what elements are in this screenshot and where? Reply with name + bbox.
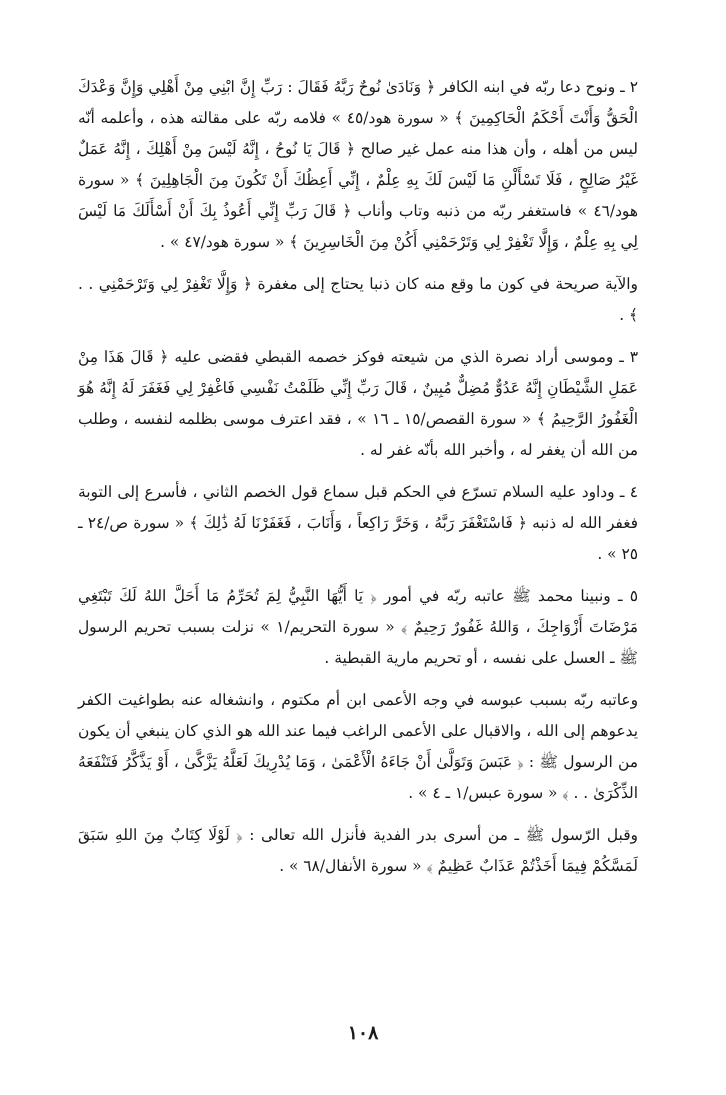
paragraph-abasa: وعاتبه ربّه بسبب عبوسه في وجه الأعمى ابن أم مكتوم ، وانشغاله عنه بطواغيت الكفر يدعوهم إلى الله ، والاقبال على الأعمى الراغب فيما عند الله هو الذي كان ينبغي أن يكون من الرسول ﷺ : ﴿ عَبَسَ وَتَوَلَّىٰ أَنْ جَاءَهُ الْأَعْمَىٰ ، وَمَا يُدْرِيكَ لَعَلَّهُ يَزَّكَّىٰ ، أَوْ يَذَّكَّرُ فَتَنْفَعَهُ الذِّكْرَىٰ . . ﴾ « سورة عبس/١ ـ ٤ » .: [78, 691, 638, 802]
page-number: ١٠٨: [347, 1022, 379, 1044]
page-body: [78, 72, 638, 893]
paragraph-muhammad: ٥ ـ ونبينا محمد ﷺ عاتبه ربّه في أمور ﴿ يَا أَيُّهَا النَّبِيُّ لِمَ تُحَرِّمُ مَا أَحَلَّ اللهُ لَكَ تَبْتَغِي مَرْضَاتَ أَزْوَاجِكَ ، وَاللهُ غَفُورٌ رَحِيمٌ ﴾ « سورة التحريم/١ » نزلت بسبب تحريم الرسول ﷺ ـ العسل على نفسه ، أو تحريم مارية القبطية .: [78, 587, 638, 667]
paragraph-noah-comment: والآية صريحة في كون ما وقع منه كان ذنبا يحتاج إلى مغفرة ﴿ وَإِلَّا تَغْفِرْ لِي وَتَرْحَمْنِي . . ﴾ .: [78, 275, 638, 324]
paragraph-moses: ٣ ـ وموسى أراد نصرة الذي من شيعته فوكز خصمه القبطي فقضى عليه ﴿ قَالَ هَذَا مِنْ عَمَلِ الشَّيْطَانِ إِنَّهُ عَدُوٌّ مُضِلٌّ مُبِينٌ ، قَالَ رَبِّ إِنِّي ظَلَمْتُ نَفْسِي فَاغْفِرْ لِي فَغَفَرَ لَهُ إِنَّهُ هُوَ الْغَفُورُ الرَّحِيمُ ﴾ « سورة القصص/١٥ ـ ١٦ » ، فقد اعترف موسى بظلمه لنفسه ، وطلب من الله أن يغفر له ، وأخبر الله بأنّه غفر له .: [78, 348, 639, 459]
paragraph-david: ٤ ـ وداود عليه السلام تسرّع في الحكم قبل سماع قول الخصم الثاني ، فأسرع إلى التوبة فغفر الله له ذنبه ﴿ فَاسْتَغْفَرَ رَبَّهُ ، وَخَرَّ رَاكِعاً ، وَأَنَابَ ، فَغَفَرْنَا لَهُ ذَٰلِكَ ﴾ « سورة ص/٢٤ ـ ٢٥ » .: [78, 483, 638, 563]
paragraph-noah: ٢ ـ ونوح دعا ربّه في ابنه الكافر ﴿ وَنَادَىٰ نُوحٌ رَبَّهُ فَقَالَ : رَبِّ إِنَّ ابْنِي مِنْ أَهْلِي وَإِنَّ وَعْدَكَ الْحَقُّ وَأَنْتَ أَحْكَمُ الْحَاكِمِينَ ﴾ « سورة هود/٤٥ » فلامه ربّه على مقالته هذه ، وأعلمه أنّه ليس من أهله ، وأن هذا منه عمل غير صالح ﴿ قَالَ يَا نُوحُ ، إِنَّهُ لَيْسَ مِنْ أَهْلِكَ ، إِنَّهُ عَمَلٌ غَيْرُ صَالِحٍ ، فَلَا تَسْأَلْنِ مَا لَيْسَ لَكَ بِهِ عِلْمٌ ، إِنِّي أَعِظُكَ أَنْ تَكُونَ مِنَ الْجَاهِلِينَ ﴾ « سورة هود/٤٦ » فاستغفر ربّه من ذنبه وتاب وأناب ﴿ قَالَ رَبِّ إِنِّي أَعُوذُ بِكَ أَنْ أَسْأَلَكَ مَا لَيْسَ لِي بِهِ عِلْمٌ ، وَإِلَّا تَغْفِرْ لِي وَتَرْحَمْنِي أَكُنْ مِنَ الْخَاسِرِينَ ﴾ « سورة هود/٤٧ » .: [78, 78, 638, 251]
paragraph-badr: وقبل الرّسول ﷺ ـ من أسرى بدر الفدية فأنزل الله تعالى : ﴿ لَوْلَا كِتَابٌ مِنَ اللهِ سَبَقَ لَمَسَّكُمْ فِيمَا أَخَذْتُمْ عَذَابٌ عَظِيمٌ ﴾ « سورة الأنفال/٦٨ » .: [78, 826, 638, 875]
